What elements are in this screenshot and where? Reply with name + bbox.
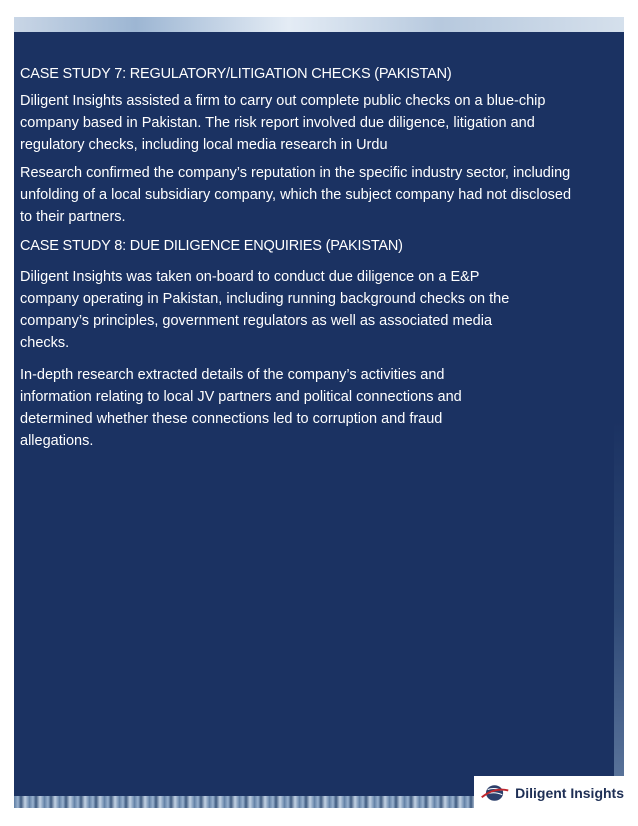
globe-swoosh-icon <box>480 780 509 806</box>
logo-text: Diligent Insights <box>515 785 624 801</box>
company-logo <box>474 776 624 810</box>
case-study-8-paragraph-2: In-depth research extracted details of the company’s activities and information relating to local JV partners and political connections and determined whether these connections led to corruption and fraud allegations. <box>20 367 462 449</box>
side-photo-strip <box>614 420 624 796</box>
case-studies <box>20 64 580 458</box>
header-photo-strip <box>14 17 624 33</box>
case-study-7-paragraph-2: Research confirmed the company’s reputation in the specific industry sector, including unfolding of a local subsidiary company, which the subject company had not disclosed to their partners. <box>20 165 572 225</box>
case-study-7-heading: CASE STUDY 7: REGULATORY/LITIGATION CHECKS (PAKISTAN) <box>20 66 452 82</box>
case-study-8-heading: CASE STUDY 8: DUE DILIGENCE ENQUIRIES (PAKISTAN) <box>20 238 403 254</box>
case-study-7-paragraph-1: Diligent Insights assisted a firm to carry out complete public checks on a blue-chip company based in Pakistan. The risk report involved due diligence, litigation and regulatory checks, including local media research in Urdu <box>20 93 546 153</box>
case-study-8-paragraph-1: Diligent Insights was taken on-board to conduct due diligence on a E&P company operating in Pakistan, including running background checks on the company’s principles, government regulators as well as associated media checks. <box>20 269 510 351</box>
